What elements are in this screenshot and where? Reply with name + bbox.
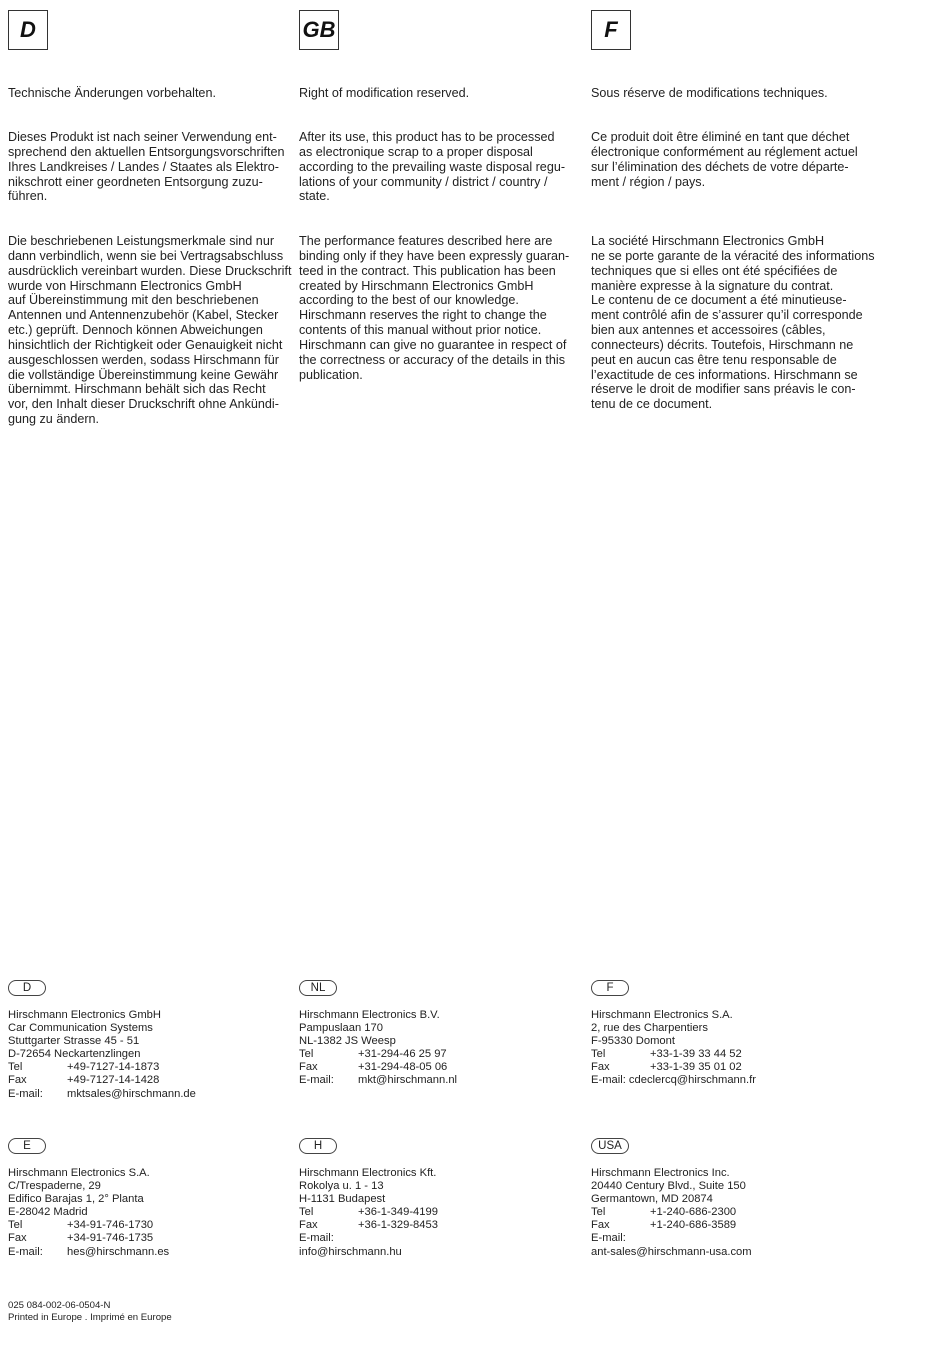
text-line: führen. bbox=[8, 189, 48, 204]
contact-value: +33-1-39 35 01 02 bbox=[650, 1061, 742, 1074]
text-line: vor, den Inhalt dieser Druckschrift ohne Ankündi- bbox=[8, 397, 279, 412]
address-block-f bbox=[591, 980, 871, 1088]
contact-row bbox=[299, 1206, 579, 1219]
performance-paragraph-gb bbox=[299, 234, 579, 382]
country-badge: USA bbox=[591, 1138, 629, 1154]
disposal-paragraph-fr bbox=[591, 130, 871, 189]
contact-value: +1-240-686-3589 bbox=[650, 1219, 737, 1232]
contact-row bbox=[591, 1206, 871, 1219]
contact-row bbox=[299, 1074, 579, 1087]
contact-label: Fax bbox=[591, 1061, 610, 1074]
text-line: ne se porte garante de la véracité des informations bbox=[591, 248, 875, 263]
lang-badge-de: D bbox=[8, 10, 48, 50]
text-line: nikschrott einer geordneten Entsorgung zuzu- bbox=[8, 174, 263, 189]
modification-notice-gb: Right of modification reserved. bbox=[299, 86, 470, 100]
text-line: Hirschmann reserves the right to change the bbox=[299, 308, 547, 323]
country-badge: NL bbox=[299, 980, 337, 996]
address-line: 2, rue des Charpentiers bbox=[591, 1022, 708, 1035]
address-line: Hirschmann Electronics B.V. bbox=[299, 1009, 440, 1021]
text-line: binding only if they have been expressly guaran- bbox=[299, 248, 570, 263]
country-badge: E bbox=[8, 1138, 46, 1154]
contact-label: E-mail: bbox=[8, 1087, 43, 1100]
address-block-usa bbox=[591, 1138, 871, 1259]
disposal-paragraph-de bbox=[8, 130, 288, 204]
address-line: Germantown, MD 20874 bbox=[591, 1193, 713, 1206]
text-line: the correctness or accuracy of the details in this bbox=[299, 352, 565, 367]
address-line: F-95330 Domont bbox=[591, 1035, 675, 1048]
contact-value: +33-1-39 33 44 52 bbox=[650, 1048, 742, 1061]
contact-value: +49-7127-14-1428 bbox=[67, 1074, 160, 1087]
contact-label: Fax bbox=[8, 1074, 27, 1087]
performance-paragraph-fr bbox=[591, 234, 875, 412]
contact-value: +49-7127-14-1873 bbox=[67, 1061, 160, 1074]
modification-notice-fr: Sous réserve de modifications techniques. bbox=[591, 86, 828, 100]
address-block-d bbox=[8, 980, 288, 1101]
disposal-paragraph-gb bbox=[299, 130, 579, 204]
text-line: La société Hirschmann Electronics GmbH bbox=[591, 234, 825, 248]
text-line: according to the best of our knowledge. bbox=[299, 293, 519, 308]
address-line: E-mail: bbox=[299, 1232, 334, 1245]
contact-value: +34-91-746-1735 bbox=[67, 1232, 154, 1245]
modification-notice-de: Technische Änderungen vorbehalten. bbox=[8, 86, 216, 100]
text-line: électronique conformément au réglement actuel bbox=[591, 144, 858, 159]
contact-value: +36-1-349-4199 bbox=[358, 1206, 438, 1219]
address-line: Hirschmann Electronics S.A. bbox=[591, 1009, 733, 1021]
contact-label: Tel bbox=[8, 1219, 23, 1232]
text-line: tenu de ce document. bbox=[591, 397, 713, 412]
document-number: 025 084-002-06-0504-N bbox=[8, 1300, 111, 1311]
address-line: E-mail: cdeclercq@hirschmann.fr bbox=[591, 1074, 756, 1087]
contact-value: +34-91-746-1730 bbox=[67, 1219, 154, 1232]
text-line: connecteurs) décrits. Toutefois, Hirschmann ne bbox=[591, 337, 854, 352]
contact-label: E-mail: bbox=[299, 1074, 334, 1087]
contact-label: Fax bbox=[299, 1061, 318, 1074]
text-line: ment contrôlé afin de s’assurer qu’il corresponde bbox=[591, 308, 863, 323]
contact-row bbox=[591, 1048, 871, 1061]
contact-label: Tel bbox=[299, 1206, 314, 1219]
address-line: ant-sales@hirschmann-usa.com bbox=[591, 1245, 752, 1258]
text-line: peut en aucun cas être tenu responsable de bbox=[591, 352, 837, 367]
text-line: The performance features described here are bbox=[299, 234, 553, 248]
contact-row bbox=[591, 1219, 871, 1232]
contact-label: Tel bbox=[299, 1048, 314, 1061]
address-line: NL-1382 JS Weesp bbox=[299, 1035, 396, 1048]
text-line: according to the prevailing waste disposal regu- bbox=[299, 159, 566, 174]
text-line: auf Übereinstimmung mit den beschriebenen bbox=[8, 293, 259, 308]
address-line: C/Trespaderne, 29 bbox=[8, 1180, 101, 1193]
text-line: contents of this manual without prior notice. bbox=[299, 323, 542, 338]
contact-label: Fax bbox=[591, 1219, 610, 1232]
contact-value: +31-294-48-05 06 bbox=[358, 1061, 448, 1074]
address-line: E-28042 Madrid bbox=[8, 1206, 88, 1219]
address-line: Stuttgarter Strasse 45 - 51 bbox=[8, 1035, 140, 1048]
text-line: die vollständige Übereinstimmung keine Gewähr bbox=[8, 367, 279, 382]
contact-label: Tel bbox=[8, 1061, 23, 1074]
text-line: teed in the contract. This publication has been bbox=[299, 263, 556, 278]
contact-row bbox=[299, 1061, 579, 1074]
address-line: 20440 Century Blvd., Suite 150 bbox=[591, 1180, 746, 1193]
text-line: Dieses Produkt ist nach seiner Verwendung ent- bbox=[8, 130, 277, 144]
text-line: Die beschriebenen Leistungsmerkmale sind nur bbox=[8, 234, 275, 248]
text-line: techniques que si elles ont été spécifiées de bbox=[591, 263, 838, 278]
text-line: l’exactitude de ces informations. Hirschmann se bbox=[591, 367, 858, 382]
lang-badge-fr: F bbox=[591, 10, 631, 50]
contact-label: E-mail: bbox=[8, 1245, 43, 1258]
country-badge: D bbox=[8, 980, 46, 996]
contact-label: Fax bbox=[299, 1219, 318, 1232]
contact-value: +31-294-46 25 97 bbox=[358, 1048, 447, 1061]
text-line: ment / région / pays. bbox=[591, 174, 706, 189]
text-line: as electronique scrap to a proper disposal bbox=[299, 144, 533, 159]
text-line: wurde von Hirschmann Electronics GmbH bbox=[8, 278, 242, 293]
text-line: Antennen und Antennenzubehör (Kabel, Stecker bbox=[8, 308, 279, 323]
text-line: Ihres Landkreises / Landes / Staates als Elektro- bbox=[8, 159, 279, 174]
address-line: Hirschmann Electronics Kft. bbox=[299, 1167, 437, 1179]
contact-row bbox=[8, 1074, 288, 1087]
contact-row bbox=[299, 1219, 579, 1232]
text-line: übernimmt. Hirschmann behält sich das Recht bbox=[8, 382, 266, 397]
contact-row bbox=[299, 1048, 579, 1061]
contact-row bbox=[8, 1232, 288, 1245]
address-line: Car Communication Systems bbox=[8, 1022, 153, 1035]
contact-value: mktsales@hirschmann.de bbox=[67, 1087, 196, 1100]
text-line: hinsichtlich der Richtigkeit oder Genauigkeit nicht bbox=[8, 337, 283, 352]
text-line: state. bbox=[299, 189, 330, 204]
contact-row bbox=[8, 1061, 288, 1074]
address-block-h bbox=[299, 1138, 579, 1259]
contact-row bbox=[8, 1219, 288, 1232]
address-line: Hirschmann Electronics GmbH bbox=[8, 1009, 161, 1021]
address-line: Rokolya u. 1 - 13 bbox=[299, 1180, 384, 1193]
text-line: Le contenu de ce document a été minutieuse- bbox=[591, 293, 847, 308]
contact-row bbox=[591, 1061, 871, 1074]
address-block-e bbox=[8, 1138, 288, 1259]
country-badge: F bbox=[591, 980, 629, 996]
performance-paragraph-de bbox=[8, 234, 292, 427]
address-line: D-72654 Neckartenzlingen bbox=[8, 1048, 141, 1061]
text-line: After its use, this product has to be processed bbox=[299, 130, 555, 144]
text-line: réserve le droit de modifier sans préavis le con- bbox=[591, 382, 856, 397]
contact-value: hes@hirschmann.es bbox=[67, 1245, 170, 1258]
contact-label: Tel bbox=[591, 1048, 606, 1061]
address-line: H-1131 Budapest bbox=[299, 1193, 386, 1206]
contact-row bbox=[8, 1088, 288, 1101]
contact-label: Fax bbox=[8, 1232, 27, 1245]
text-line: sprechend den aktuellen Entsorgungsvorschriften bbox=[8, 144, 285, 159]
lang-badge-gb: GB bbox=[299, 10, 339, 50]
text-line: Hirschmann can give no guarantee in respect of bbox=[299, 337, 567, 352]
footer bbox=[8, 1300, 172, 1324]
contact-value: mkt@hirschmann.nl bbox=[358, 1074, 458, 1087]
address-line: Hirschmann Electronics S.A. bbox=[8, 1167, 150, 1179]
text-line: etc.) geprüft. Dennoch können Abweichungen bbox=[8, 323, 263, 338]
text-line: Ce produit doit être éliminé en tant que déchet bbox=[591, 130, 850, 144]
address-line: info@hirschmann.hu bbox=[299, 1245, 402, 1258]
printed-note: Printed in Europe . Imprimé en Europe bbox=[8, 1312, 172, 1323]
contact-value: +36-1-329-8453 bbox=[358, 1219, 438, 1232]
address-line: E-mail: bbox=[591, 1232, 626, 1245]
text-line: sur l’élimination des déchets de votre départe- bbox=[591, 159, 849, 174]
contact-row bbox=[8, 1246, 288, 1259]
address-block-nl bbox=[299, 980, 579, 1088]
text-line: created by Hirschmann Electronics GmbH bbox=[299, 278, 534, 293]
text-line: dann verbindlich, wenn sie bei Vertragsabschluss bbox=[8, 248, 284, 263]
address-line: Pampuslaan 170 bbox=[299, 1022, 383, 1035]
address-line: Edifico Barajas 1, 2° Planta bbox=[8, 1193, 144, 1206]
text-line: manière expresse à la signature du contrat. bbox=[591, 278, 834, 293]
text-line: lations of your community / district / country / bbox=[299, 174, 548, 189]
text-line: publication. bbox=[299, 367, 363, 382]
text-line: ausdrücklich vereinbart wurden. Diese Druckschrift bbox=[8, 263, 292, 278]
text-line: bien aux antennes et accessoires (câbles, bbox=[591, 323, 826, 338]
contact-label: Tel bbox=[591, 1206, 606, 1219]
text-line: ausgeschlossen werden, sodass Hirschmann für bbox=[8, 352, 279, 367]
contact-value: +1-240-686-2300 bbox=[650, 1206, 737, 1219]
address-line: Hirschmann Electronics Inc. bbox=[591, 1167, 730, 1179]
text-line: gung zu ändern. bbox=[8, 412, 100, 427]
country-badge: H bbox=[299, 1138, 337, 1154]
